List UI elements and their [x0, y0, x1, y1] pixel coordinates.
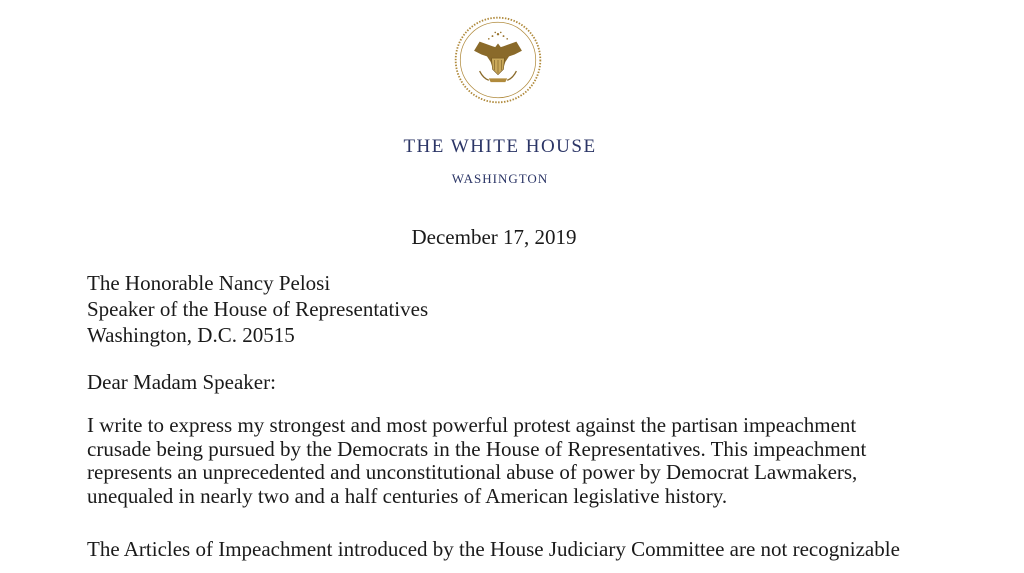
recipient-address — [87, 270, 428, 348]
recipient-name: The Honorable Nancy Pelosi — [87, 271, 331, 295]
paragraph-2 — [87, 538, 900, 562]
recipient-title: Speaker of the House of Representatives — [87, 297, 429, 321]
presidential-seal-icon — [452, 14, 544, 106]
letterhead-title: THE WHITE HOUSE — [403, 136, 597, 157]
recipient-location: Washington, D.C. 20515 — [87, 323, 295, 347]
paragraph-line: unequaled in nearly two and a half centuries of American legislative history. — [87, 483, 728, 508]
letter-date: December 17, 2019 — [411, 225, 577, 249]
paragraph-line: I write to express my strongest and most powerful protest against the partisan impeachment — [87, 413, 857, 437]
paragraph-line: The Articles of Impeachment introduced by the House Judiciary Committee are not recognizable — [87, 537, 900, 561]
salutation: Dear Madam Speaker: — [87, 370, 276, 394]
paragraph-1 — [87, 414, 866, 508]
letterhead-subtitle: WASHINGTON — [451, 171, 549, 186]
paragraph-line: represents an unprecedented and unconstitutional abuse of power by Democrat Lawmakers, — [87, 460, 858, 484]
paragraph-line: crusade being pursued by the Democrats in the House of Representatives. This impeachment — [87, 436, 867, 461]
